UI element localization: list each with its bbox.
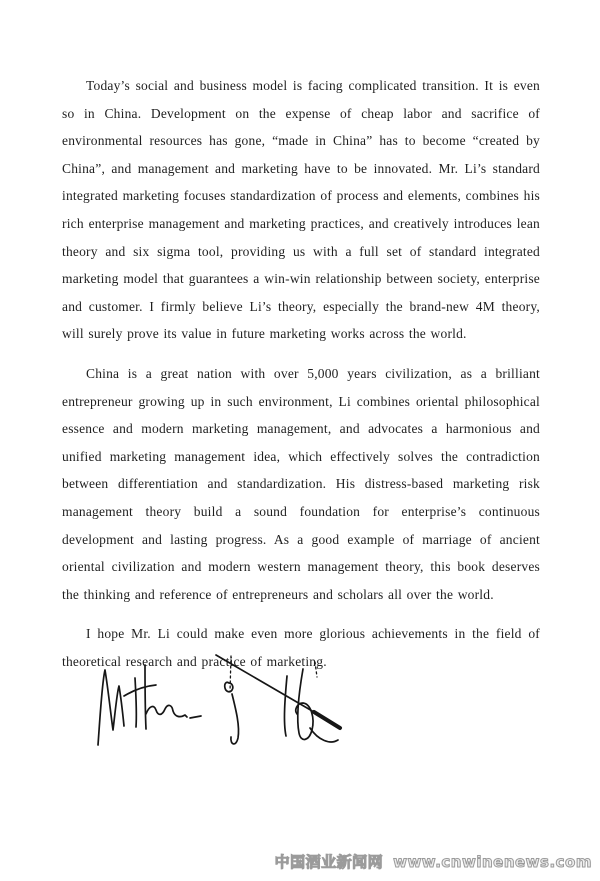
watermark <box>275 851 592 872</box>
paragraph-3: I hope Mr. Li could make even more glorious achievements in the field of theoretical research and practice of marketing. <box>62 626 540 669</box>
paragraph-1: Today’s social and business model is facing complicated transition. It is even so in China. Development on the expense of cheap labor and sacrifice of environmental resources has gone, “made in China” has to become “created by China”, and management and marketing have to be innovated. Mr. Li’s standard integrated marketing focuses standardization of process and elements, combines his rich enterprise management and marketing practices, and creatively introduces lean theory and six sigma tool, providing us with a full set of standard integrated marketing model that guarantees a win-win relationship between society, enterprise and customer. I firmly believe Li’s theory, especially the brand-new 4M theory, will surely prove its value in future marketing works across the world. <box>62 78 540 342</box>
handwritten-signature <box>88 648 348 756</box>
watermark-site-name: 中国酒业新闻网 <box>274 853 384 871</box>
watermark-site-url: www.cnwinenews.com <box>393 853 592 871</box>
paragraph-2: China is a great nation with over 5,000 years civilization, as a brilliant entrepreneur growing up in such environment, Li combines oriental philosophical essence and modern marketing management, and advocates a harmonious and unified marketing management idea, which effectively solves the contradiction between differentiation and standardization. His distress-based marketing risk management theory build a sound foundation for enterprise’s continuous development and lasting progress. As a good example of marriage of ancient oriental civilization and modern western management theory, this book deserves the thinking and reference of entrepreneurs and scholars all over the world. <box>62 365 540 602</box>
page-body <box>62 72 540 687</box>
